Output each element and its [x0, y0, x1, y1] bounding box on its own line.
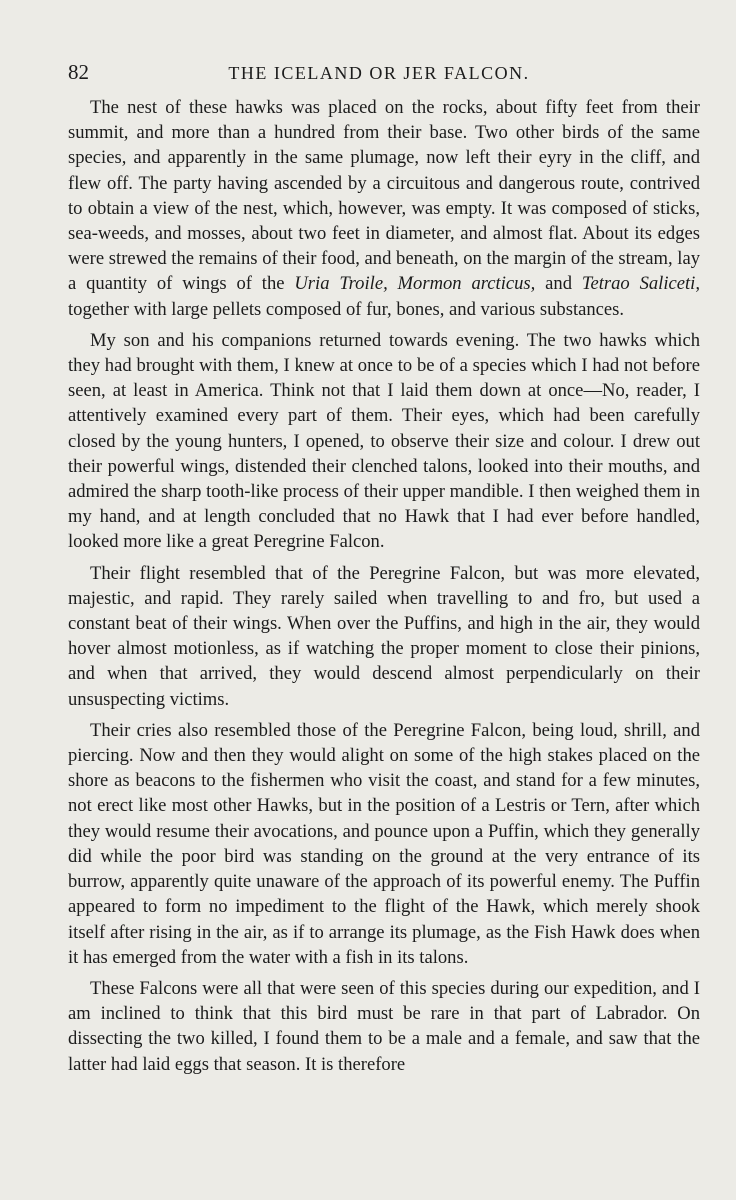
- paragraph-2: My son and his companions returned towards evening. The two hawks which they had brought with them, I knew at once to be of a species which I had not before seen, at least in America. Think not that I laid them down at once—No, reader, I attentively examined every part of them. Their eyes, which had been carefully closed by the young hunters, I opened, to observe their size and colour. I drew out their powerful wings, distended their clenched talons, looked into their mouths, and admired the sharp tooth-like process of their upper mandible. I then weighed them in my hand, and at length concluded that no Hawk that I had ever before handled, looked more like a great Peregrine Falcon.: [68, 329, 700, 553]
- paragraph-1-text-a: The nest of these hawks was placed on the rocks, about fifty feet from their summit, and more than a hundred from their base. Two other birds of the same species, and apparently in the same plumage, now left their eyry in the cliff, and flew off. The party having ascended by a circuitous and dangerous route, contrived to obtain a view of the nest, which, however, was empty. It was composed of sticks, sea-weeds, and mosses, about two feet in diameter, and almost flat. About its edges were strewed the remains of their food, and beneath, on the margin of the stream, lay a quantity of wings of the: [68, 97, 700, 295]
- paragraph-5: These Falcons were all that were seen of this species during our expedition, and I am inclined to think that this bird must be rare in that part of Labrador. On dissecting the two killed, I found them to be a male and a female, and saw that the latter had laid eggs that season. It is therefore: [68, 977, 700, 1075]
- body-text: [68, 95, 700, 1077]
- running-title: THE ICELAND OR JER FALCON.: [228, 63, 530, 83]
- species-name-italic: Tetrao Saliceti,: [581, 273, 700, 295]
- paragraph-3: Their flight resembled that of the Peregrine Falcon, but was more elevated, majestic, and rapid. They rarely sailed when travelling to and fro, but used a constant beat of their wings. When over the Puffins, and high in the air, they would hover almost motionless, as if watching the proper moment to close their pinions, and when that arrived, they would descend almost perpendicularly on their unsuspecting victims.: [68, 562, 700, 710]
- paragraph-1: [68, 95, 700, 322]
- paragraph-1-text-c: together with large pellets composed of fur, bones, and various substances.: [68, 298, 625, 320]
- paragraph-4: Their cries also resembled those of the Peregrine Falcon, being loud, shrill, and piercing. Now and then they would alight on some of the high stakes placed on the shore as beacons to the fishermen who visit the coast, and stand for a few minutes, not erect like most other Hawks, but in the position of a Lestris or Tern, after which they would resume their avocations, and pounce upon a Puffin, which they generally did while the poor bird was standing on the ground at the very entrance of its burrow, apparently quite unaware of the approach of its powerful enemy. The Puffin appeared to form no impediment to the flight of the Hawk, which merely shook itself after rising in the air, as if to arrange its plumage, as the Fish Hawk does when it has emerged from the water with a fish in its talons.: [68, 719, 700, 968]
- running-head: [68, 60, 700, 85]
- page-number: 82: [68, 60, 89, 84]
- species-names-italic: Uria Troile, Mormon arcticus,: [294, 273, 536, 295]
- paragraph-1-text-b: and: [535, 273, 582, 295]
